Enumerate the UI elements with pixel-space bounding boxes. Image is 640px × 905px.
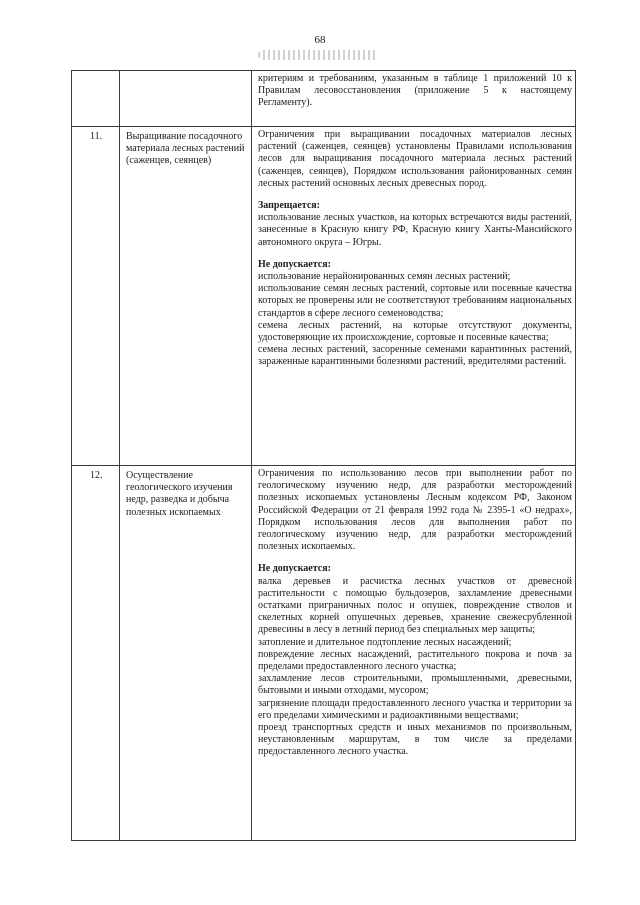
prohibited-heading: Запрещается: [258,200,321,212]
page-number: 68 [314,34,326,46]
number-cell-empty [72,71,120,126]
table-row-continuation [71,71,576,127]
requirements-cell [252,466,575,840]
not-allowed-item: семена лесных растений, засоренные семенами карантинных растений, зараженные карантинными болезнями растений, вредителями растений. [258,344,572,368]
not-allowed-heading: Не допускается: [258,258,331,270]
faint-stamp-mark [258,50,378,60]
restrictions-intro: Ограничения при выращивании посадочных материалов лесных растений (саженцев, сеянцев) установлены Правилами использования лесов для выращивания посадочного материала лесных растений (саженцев, сеянцев), Порядком использования районированных семян лесных растений основных лесных древесных пород. [258,129,572,189]
activity-name [120,466,252,840]
not-allowed-item: проезд транспортных средств и иных механизмов по произвольным, неустановленным маршрутам, в том числе за пределами предоставленного лесного участка. [258,722,572,758]
activity-cell-empty [120,71,252,126]
not-allowed-item: затопление и длительное подтопление лесных насаждений; [258,636,512,648]
not-allowed-item: загрязнение площади предоставленного лесного участка и территории за его пределами химическими и радиоактивными веществами; [258,697,572,721]
requirements-cell [252,71,575,126]
not-allowed-item: использование нерайонированных семян лесных растений; [258,271,511,283]
activity-name [120,127,252,465]
activity-text: Выращивание посадочного материала лесных растений (саженцев, сеянцев) [126,131,245,167]
continuation-text: критериям и требованиям, указанным в таблице 1 приложений 10 к Правилам лесовосстановления (приложение 5 к настоящему Регламенту). [258,73,572,109]
not-allowed-item: использование семян лесных растений, сортовые или посевные качества которых не проверены или не соответствуют требованиям национальных стандартов в сфере лесного семеноводства; [258,283,572,319]
requirements-cell [252,127,575,465]
table-row-12 [71,466,576,841]
not-allowed-item: валка деревьев и расчистка лесных участков от древесной растительности с помощью бульдозеров, захламление древесными остатками приграничных полос и опушек, повреждение стволов и скелетных корней опушечных деревьев, хранение свежесрубленной древесины в лесу в летний период без специальных мер защиты; [258,575,572,636]
regulation-table [71,70,576,841]
not-allowed-item: семена лесных растений, на которые отсутствуют документы, удостоверяющие их происхождение, сортовые и посевные качества; [258,319,572,344]
row-number: 11. [72,127,120,465]
row-number: 12. [72,466,120,840]
prohibited-item: использование лесных участков, на которых встречаются виды растений, занесенные в Красную книгу РФ, Красную книгу Ханты-Мансийского автономного округа – Югры. [258,212,572,248]
not-allowed-heading: Не допускается: [258,563,331,575]
restrictions-intro: Ограничения по использованию лесов при выполнении работ по геологическому изучению недр, для разработки месторождений полезных ископаемых установлены Лесным кодексом РФ, Законом Российской Федерации от 21 февраля 1992 года № 2395-1 «О недрах», Порядком использования лесов для выполнения работ по геологическому изучению недр, для разработки месторождений полезных ископаемых. [258,468,572,553]
not-allowed-item: захламление лесов строительными, промышленными, древесными, бытовыми и иными отходами, мусором; [258,673,572,697]
not-allowed-item: повреждение лесных насаждений, растительного покрова и почв за пределами предоставленного лесного участка; [258,648,572,673]
table-row-11 [71,127,576,466]
activity-text: Осуществление геологического изучения недр, разведка и добыча полезных ископаемых [126,470,233,518]
